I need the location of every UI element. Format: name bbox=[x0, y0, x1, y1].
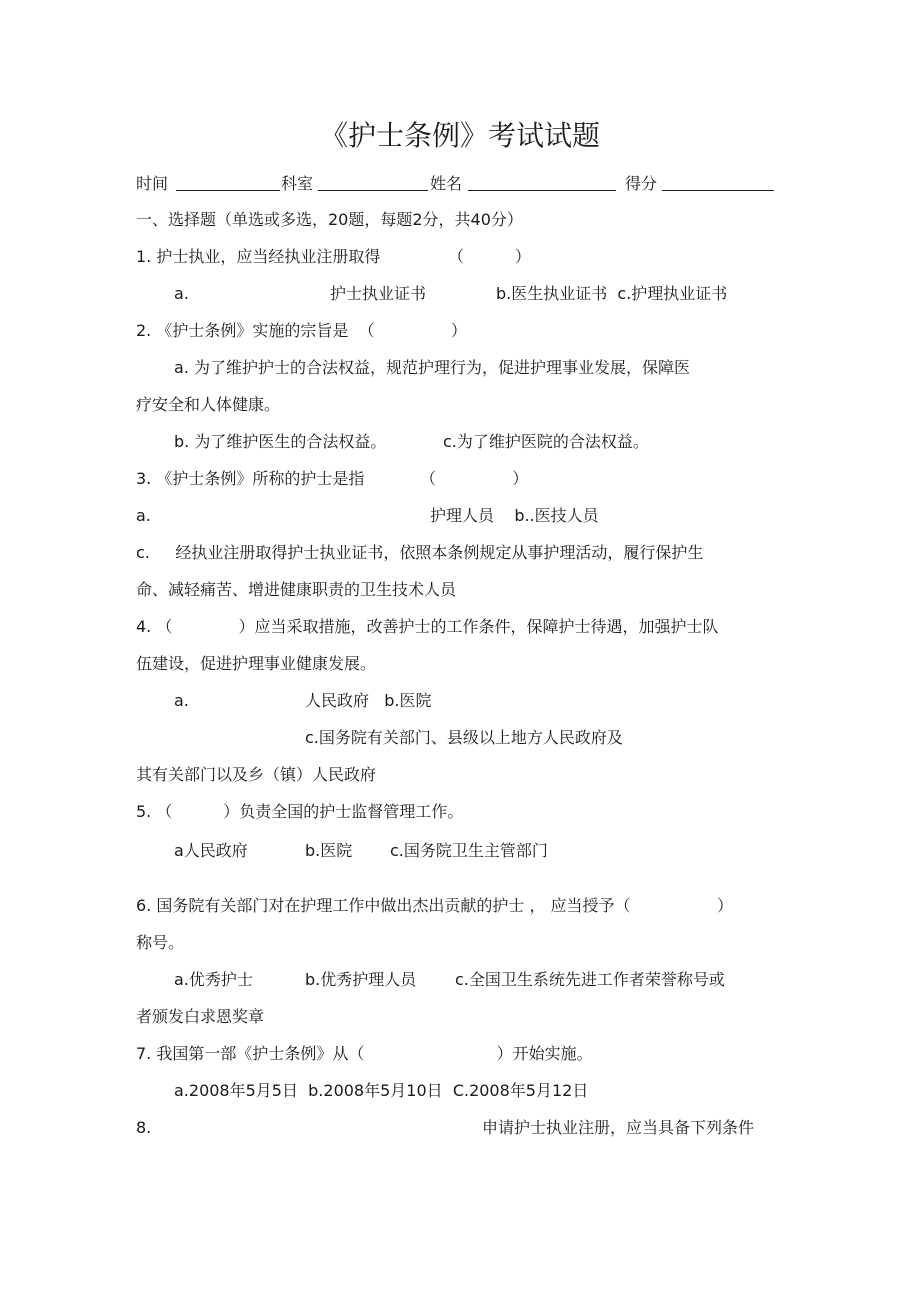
q1-options-bc: b.医生执业证书 c.护理执业证书 bbox=[496, 284, 728, 303]
q2-option-b: b. 为了维护医生的合法权益。 bbox=[174, 432, 387, 451]
q5-option-a: a人民政府 bbox=[174, 841, 248, 860]
time-blank[interactable] bbox=[176, 190, 280, 191]
q2-option-c: c.为了维护医院的合法权益。 bbox=[443, 432, 649, 451]
name-blank[interactable] bbox=[468, 190, 616, 191]
q4-stem-line1: 4. （ ）应当采取措施，改善护士的工作条件，保障护士待遇，加强护士队 bbox=[136, 617, 719, 636]
q5-stem: 5. （ ）负责全国的护士监督管理工作。 bbox=[136, 802, 464, 821]
time-label: 时间 bbox=[136, 174, 169, 193]
q2-option-a-line2: 疗安全和人体健康。 bbox=[136, 395, 281, 414]
q6-option-b: b.优秀护理人员 bbox=[305, 970, 417, 989]
q1-answer-paren: （ ） bbox=[448, 247, 531, 266]
q1-stem: 1. 护士执业，应当经执业注册取得 bbox=[136, 247, 381, 266]
score-blank[interactable] bbox=[662, 190, 774, 191]
q7-stem: 7. 我国第一部《护士条例》从（ ）开始实施。 bbox=[136, 1044, 593, 1063]
q4-stem-line2: 伍建设，促进护理事业健康发展。 bbox=[136, 654, 377, 673]
page-title: 《护士条例》考试试题 bbox=[319, 119, 600, 152]
q1-option-a-text: 护士执业证书 bbox=[330, 284, 427, 303]
q6-option-c-line1: c.全国卫生系统先进工作者荣誉称号或 bbox=[455, 970, 725, 989]
q1-option-a: a. bbox=[174, 284, 189, 303]
q3-options-ab: 护理人员 b..医技人员 bbox=[430, 506, 599, 525]
q4-option-a: a. bbox=[174, 691, 189, 710]
q2-stem: 2. 《护士条例》实施的宗旨是 （ ） bbox=[136, 321, 467, 340]
q6-stem-line2: 称号。 bbox=[136, 933, 185, 952]
q2-option-a-line1: a. 为了维护护士的合法权益，规范护理行为，促进护理事业发展，保障医 bbox=[174, 358, 690, 377]
q6-option-a: a.优秀护士 bbox=[174, 970, 253, 989]
q8-number: 8. bbox=[136, 1118, 152, 1137]
q3-option-c-line1: c. 经执业注册取得护士执业证书，依照本条例规定从事护理活动，履行保护生 bbox=[136, 543, 704, 562]
section-heading: 一、选择题（单选或多选，20题，每题2分，共40分） bbox=[136, 210, 523, 229]
q3-option-c-line2: 命、减轻痛苦、增进健康职责的卫生技术人员 bbox=[136, 580, 457, 599]
q4-option-c-line1: c.国务院有关部门、县级以上地方人民政府及 bbox=[305, 728, 623, 747]
score-label: 得分 bbox=[625, 174, 658, 193]
q8-stem: 申请护士执业注册，应当具备下列条件 bbox=[482, 1118, 755, 1137]
q7-options: a.2008年5月5日 b.2008年5月10日 C.2008年5月12日 bbox=[174, 1081, 589, 1100]
dept-blank[interactable] bbox=[318, 190, 428, 191]
q3-option-a: a. bbox=[136, 506, 151, 525]
q4-option-c-line2: 其有关部门以及乡（镇）人民政府 bbox=[136, 765, 377, 784]
q6-stem-line1: 6. 国务院有关部门对在护理工作中做出杰出贡献的护士 ， 应当授予（ ） bbox=[136, 896, 733, 915]
q3-answer-paren: （ ） bbox=[420, 469, 529, 488]
dept-label: 科室 bbox=[281, 174, 314, 193]
q6-option-c-line2: 者颁发白求恩奖章 bbox=[136, 1007, 265, 1026]
q5-option-b: b.医院 bbox=[305, 841, 353, 860]
q5-option-c: c.国务院卫生主管部门 bbox=[390, 841, 548, 860]
q3-stem: 3. 《护士条例》所称的护士是指 bbox=[136, 469, 365, 488]
name-label: 姓名 bbox=[430, 174, 463, 193]
q4-options-ab: 人民政府 b.医院 bbox=[305, 691, 432, 710]
